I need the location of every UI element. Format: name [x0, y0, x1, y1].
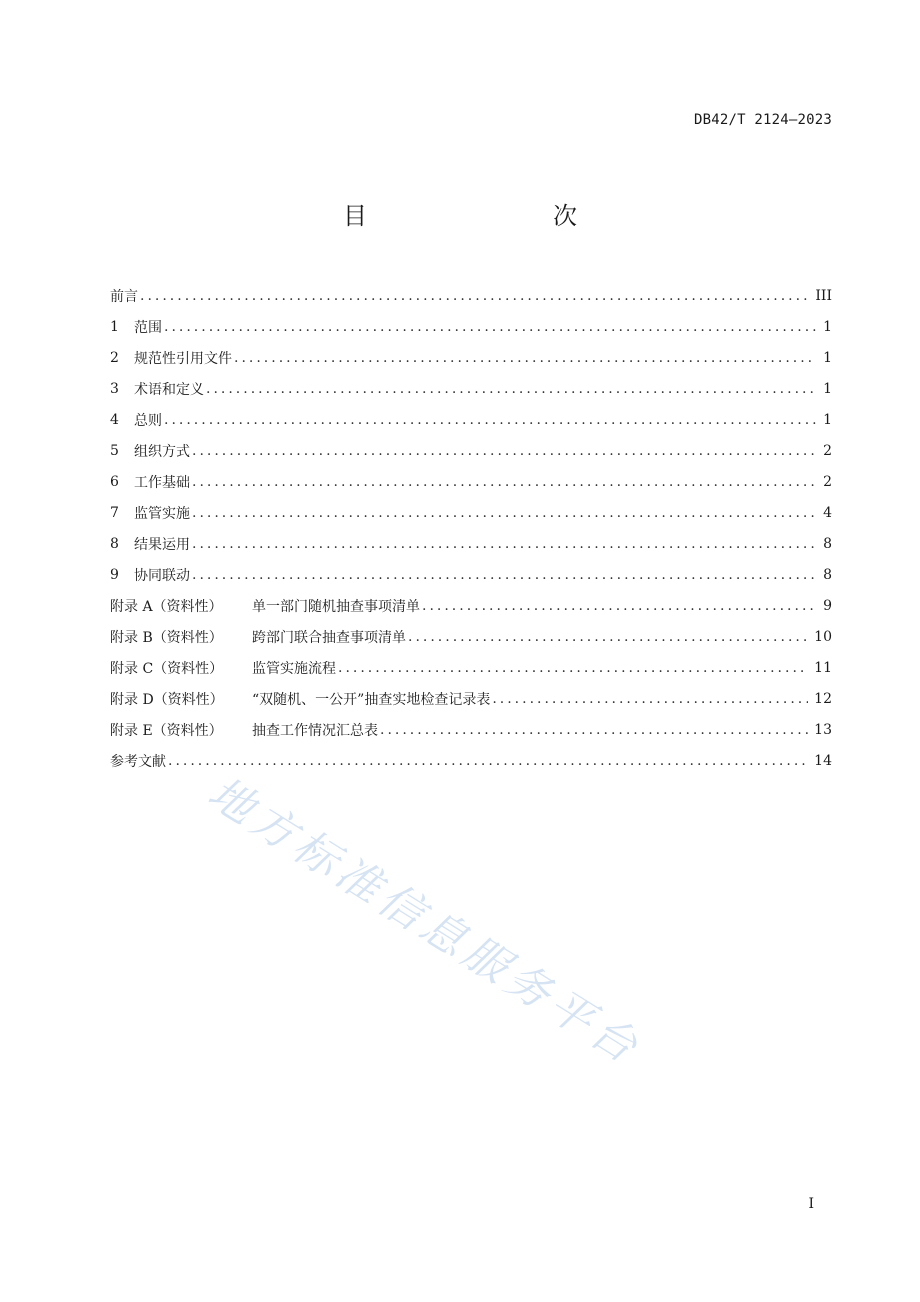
toc-entry-9[interactable]	[110, 559, 832, 590]
toc-entry-appendix: 附录 C（资料性）	[110, 660, 224, 677]
toc-entry-appendix: 附录 E（资料性）	[110, 722, 223, 739]
toc-entry-2[interactable]	[110, 342, 832, 373]
toc-entry-page: 10	[814, 628, 832, 645]
toc-entry-label: “双随机、一公开”抽查实地检查记录表	[252, 691, 491, 708]
toc-entry-number: 9	[110, 566, 119, 583]
page-number: I	[808, 1196, 814, 1212]
leader-dots	[422, 599, 816, 613]
toc-entry-7[interactable]	[110, 497, 832, 528]
toc-entry-number: 5	[110, 442, 119, 459]
toc-entry-label: 跨部门联合抽查事项清单	[252, 629, 406, 646]
toc-entry-page: 4	[823, 504, 832, 521]
leader-dots	[192, 506, 816, 520]
leader-dots	[164, 320, 816, 334]
toc-entry-page: 1	[823, 318, 832, 335]
toc-entry-5[interactable]	[110, 435, 832, 466]
toc-entry-appendix-d[interactable]	[110, 683, 832, 714]
leader-dots	[140, 289, 809, 303]
toc-entry-appendix: 附录 D（资料性）	[110, 691, 224, 708]
toc-entry-appendix-c[interactable]	[110, 652, 832, 683]
leader-dots	[234, 351, 816, 365]
toc-entry-page: 2	[823, 442, 832, 459]
toc-title: 目 次	[343, 202, 623, 230]
toc-entry-appendix-a[interactable]	[110, 590, 832, 621]
toc-entry-label: 范围	[134, 319, 162, 336]
toc-entry-appendix: 附录 B（资料性）	[110, 629, 223, 646]
table-of-contents	[110, 280, 832, 776]
leader-dots	[168, 754, 808, 768]
toc-entry-4[interactable]	[110, 404, 832, 435]
toc-entry-page: 2	[823, 473, 832, 490]
leader-dots	[380, 723, 808, 737]
toc-entry-label: 工作基础	[134, 474, 190, 491]
toc-entry-label: 单一部门随机抽查事项清单	[252, 598, 420, 615]
toc-entry-page: 14	[814, 752, 832, 769]
leader-dots	[192, 568, 816, 582]
toc-entry-1[interactable]	[110, 311, 832, 342]
leader-dots	[492, 692, 808, 706]
toc-entry-label: 结果运用	[134, 536, 190, 553]
watermark-text: 地方标准信息服务平台	[199, 767, 651, 1076]
toc-entry-page: 13	[814, 721, 832, 738]
toc-entry-appendix-b[interactable]	[110, 621, 832, 652]
toc-entry-label: 抽查工作情况汇总表	[252, 722, 378, 739]
toc-entry-number: 4	[110, 411, 119, 428]
leader-dots	[408, 630, 808, 644]
toc-entry-page: 12	[814, 690, 832, 707]
document-code: DB42/T 2124—2023	[693, 112, 832, 128]
toc-entry-number: 2	[110, 349, 119, 366]
toc-entry-label: 术语和定义	[134, 381, 204, 398]
toc-entry-label: 规范性引用文件	[134, 350, 232, 367]
leader-dots	[192, 444, 816, 458]
toc-entry-number: 8	[110, 535, 119, 552]
toc-entry-page: 8	[823, 566, 832, 583]
toc-entry-page: 1	[823, 411, 832, 428]
toc-entry-label: 协同联动	[134, 567, 190, 584]
toc-entry-page: 1	[823, 380, 832, 397]
toc-entry-number: 1	[110, 318, 119, 335]
toc-entry-label: 前言	[110, 288, 138, 305]
leader-dots	[164, 413, 816, 427]
leader-dots	[192, 475, 816, 489]
toc-entry-page: 8	[823, 535, 832, 552]
toc-entry-number: 7	[110, 504, 119, 521]
toc-entry-number: 6	[110, 473, 119, 490]
toc-entry-page: 9	[823, 597, 832, 614]
toc-entry-page: 11	[814, 659, 832, 676]
toc-entry-page: 1	[823, 349, 832, 366]
toc-entry-number: 3	[110, 380, 119, 397]
toc-entry-8[interactable]	[110, 528, 832, 559]
toc-entry-label: 组织方式	[134, 443, 190, 460]
toc-entry-label: 参考文献	[110, 753, 166, 770]
toc-entry-appendix-e[interactable]	[110, 714, 832, 745]
toc-entry-6[interactable]	[110, 466, 832, 497]
leader-dots	[206, 382, 816, 396]
toc-entry-label: 总则	[134, 412, 162, 429]
toc-entry-appendix: 附录 A（资料性）	[110, 598, 223, 615]
toc-entry-foreword[interactable]	[110, 280, 832, 311]
toc-entry-references[interactable]	[110, 745, 832, 776]
toc-entry-page: III	[815, 287, 832, 304]
toc-entry-label: 监管实施流程	[252, 660, 336, 677]
leader-dots	[192, 537, 816, 551]
leader-dots	[338, 661, 808, 675]
toc-entry-label: 监管实施	[134, 505, 190, 522]
toc-entry-3[interactable]	[110, 373, 832, 404]
